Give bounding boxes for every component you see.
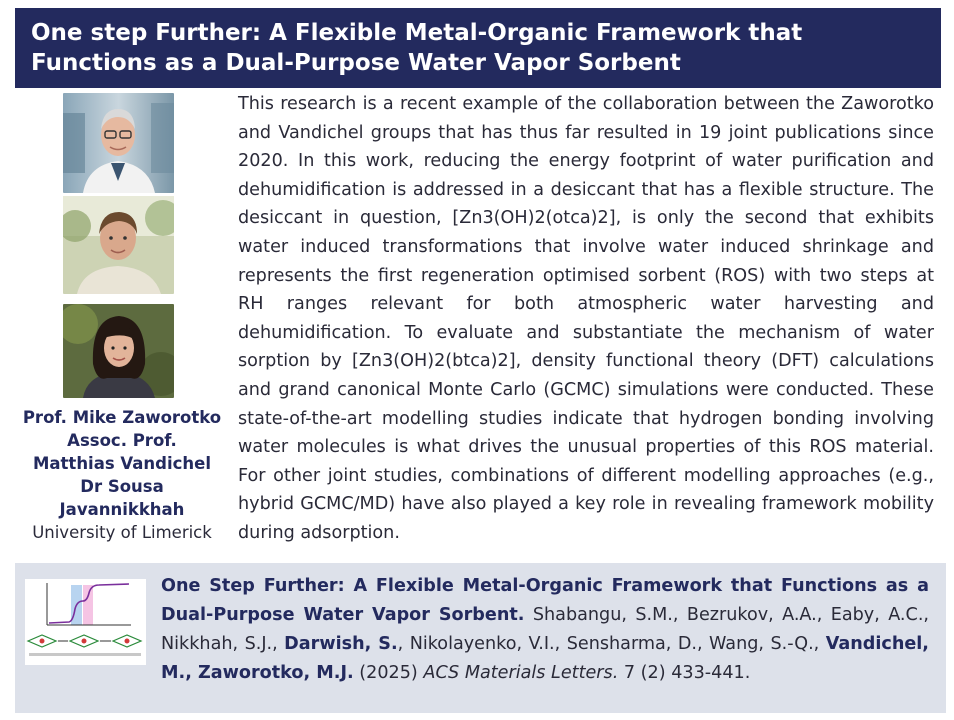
- reference-box: [15, 563, 946, 713]
- reference-citation: [161, 572, 929, 688]
- photo-sousa-javannikkhah: [63, 304, 174, 398]
- photo-matthias-vandichel: [63, 196, 174, 294]
- page-title: One step Further: A Flexible Metal-Organic Framework that Functions as a Dual-Purpose Water Vapor Sorbent: [31, 20, 803, 76]
- reference-author-highlight: Vandichel, M., Zaworotko, M.J.: [161, 634, 929, 683]
- reference-figure: [25, 579, 146, 665]
- author-name: Prof. Mike Zaworotko: [22, 408, 222, 427]
- reference-authors: Shabangu, S.M., Bezrukov, A.A., Eaby, A.C., Nikkhah, S.J.,: [161, 605, 929, 654]
- reference-authors: , Nikolayenko, V.I., Sensharma, D., Wang, S.-Q.,: [397, 634, 826, 654]
- reference-volume: 7 (2) 433-441.: [618, 663, 751, 683]
- title-banner: [15, 8, 941, 88]
- author-name: Matthias Vandichel: [32, 454, 212, 473]
- author-name: Assoc. Prof.: [67, 431, 177, 450]
- body-paragraph: This research is a recent example of the collaboration between the Zaworotko and Vandichel groups that has thus far resulted in 19 joint publications since 2020. In this work, reducing the energy footprint of water purification and dehumidification is addressed in a desiccant that has a flexible structure. The desiccant in question, [Zn3(OH)2(otca)2], is only the second that exhibits water induced transformations that involve water induced shrinkage and represents the first regeneration optimised sorbent (ROS) with two steps at RH ranges relevant for both atmospheric water harvesting and dehumidification. To evaluate and substantiate the mechanism of water sorption by [Zn3(OH)2(btca)2], density functional theory (DFT) calculations and grand canonical Monte Carlo (GCMC) simulations were conducted. These state-of-the-art modelling studies indicate that hydrogen bonding involving water molecules is what drives the unusual properties of this ROS material. For other joint studies, combinations of different modelling approaches (e.g., hybrid GCMC/MD) have also played a key role in revealing framework mobility during adsorption.: [238, 94, 934, 543]
- author-name: Javannikkhah: [59, 500, 185, 519]
- reference-journal: ACS Materials Letters.: [423, 663, 619, 683]
- affiliation: University of Limerick: [32, 523, 212, 542]
- author-list: [18, 406, 226, 544]
- reference-title: One Step Further: A Flexible Metal-Organic Framework that Functions as a Dual-Purpose Water Vapor Sorbent.: [161, 576, 929, 625]
- author-name: Dr Sousa: [80, 477, 164, 496]
- reference-author-highlight: Darwish, S.: [284, 634, 398, 654]
- reference-year: (2025): [353, 663, 424, 683]
- photo-mike-zaworotko: [63, 93, 174, 193]
